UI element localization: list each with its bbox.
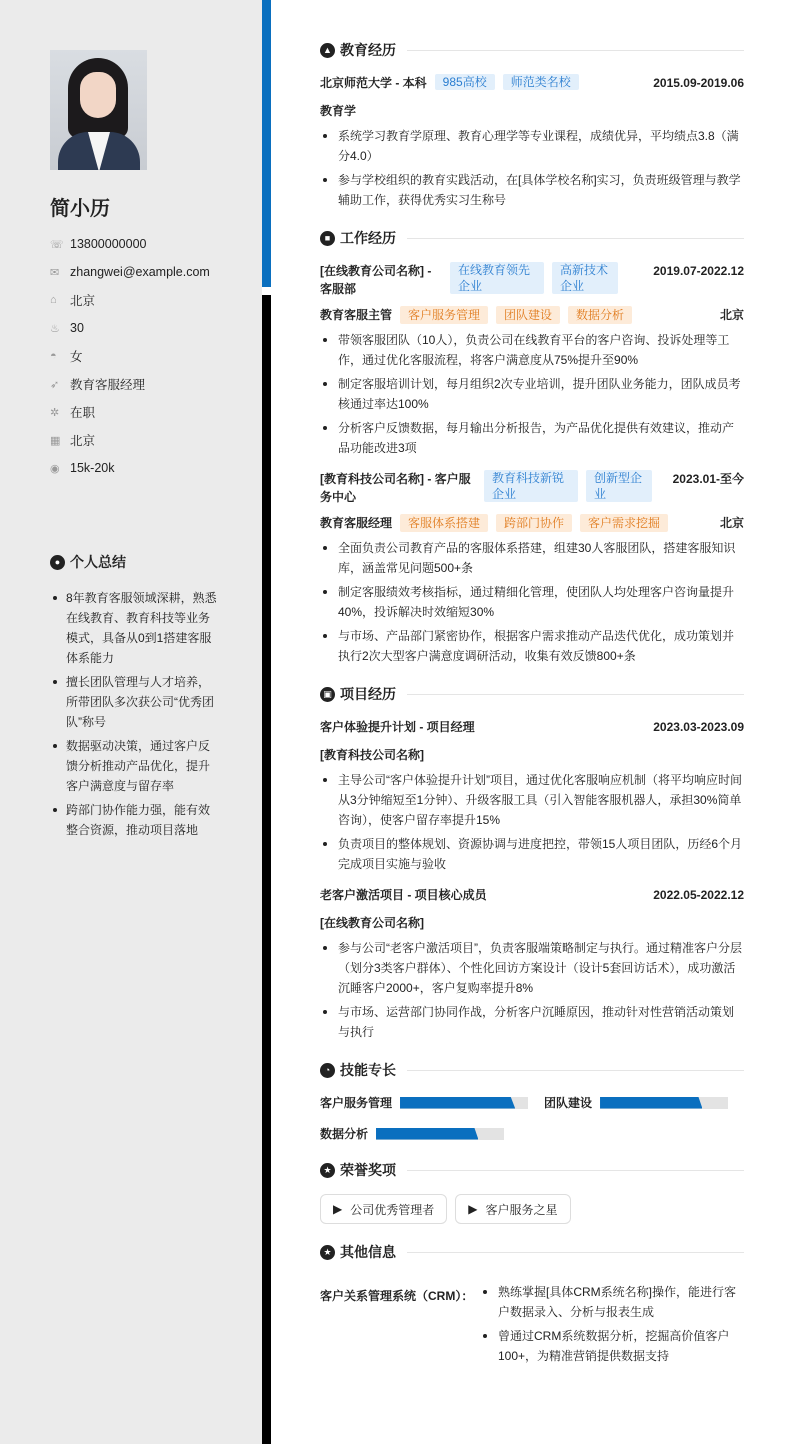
list-item: 跨部门协作能力强，能有效整合资源，推动项目落地 <box>50 800 220 840</box>
skill-fill <box>376 1128 478 1140</box>
list-item: 参与学校组织的教育实践活动，在[具体学校名称]实习，负责班级管理与教学辅助工作，获得优秀实习生称号 <box>320 170 744 210</box>
skill-tag: 跨部门协作 <box>496 514 572 532</box>
section-work: ■ 工作经历 <box>320 228 744 248</box>
list-item: 主导公司“客户体验提升计划”项目，通过优化客服响应机制（将平均响应时间从3分钟缩短至1分钟）、升级客服工具（引入智能客服机器人，承担30%简单咨询），使客户留存率提升15% <box>320 770 744 830</box>
gender-icon: ◓ <box>50 350 57 362</box>
list-item: 熟练掌握[具体CRM系统名称]操作，能进行客户数据录入、分析与报表生成 <box>480 1282 744 1322</box>
phone-icon: ☏ <box>50 238 64 251</box>
major: 教育学 <box>320 104 357 118</box>
info-status: ✲ 在职 <box>50 406 96 420</box>
list-item: 与市场、运营部门协同作战，分析客户沉睡原因，推动针对性营销活动策划与执行 <box>320 1002 744 1042</box>
list-item: 曾通过CRM系统数据分析，挖掘高价值客户100+，为精准营销提供数据支持 <box>480 1326 744 1366</box>
skill-item: 团队建设 <box>544 1094 728 1111</box>
info-phone: ☏ 13800000000 <box>50 237 147 251</box>
city: 北京 <box>719 516 744 530</box>
date: 2019.07-2022.12 <box>653 264 744 278</box>
list-item: 分析客户反馈数据，每月输出分析报告，为产品优化提供有效建议，推动产品功能改进3项 <box>320 418 744 458</box>
date: 2023.03-2023.09 <box>653 720 744 734</box>
skill-tag: 数据分析 <box>568 306 632 324</box>
skill-bar <box>400 1097 528 1109</box>
list-item: 8年教育客服领域深耕，熟悉在线教育、教育科技等业务模式，具备从0到1搭建客服体系能力 <box>50 588 220 668</box>
award-icon: ★ <box>320 1163 335 1178</box>
list-item: 制定客服绩效考核指标，通过精细化管理，使团队人均处理客户咨询量提升40%，投诉解决时效缩短30% <box>320 582 744 622</box>
company: [在线教育公司名称] - 客服部 <box>320 264 432 296</box>
grid-icon: ▣ <box>320 687 335 702</box>
mail-icon: ✉ <box>50 266 60 279</box>
list-item: 系统学习教育学原理、教育心理学等专业课程，成绩优异，平均绩点3.8（满分4.0） <box>320 126 744 166</box>
briefcase-icon: ■ <box>320 231 335 246</box>
triangle-icon: ▶ <box>468 1202 478 1216</box>
contact-info <box>50 230 210 482</box>
chart-icon: ◔ <box>320 1063 335 1078</box>
info-position: ➶ 教育客服经理 <box>50 378 146 392</box>
list-item: 全面负责公司教育产品的客服体系搭建，组建30人客服团队，搭建客服知识库，涵盖常见问题500+条 <box>320 538 744 578</box>
home-icon: ⌂ <box>50 294 57 306</box>
status-icon: ✲ <box>50 406 60 419</box>
user-icon: ● <box>50 555 65 570</box>
date: 2022.05-2022.12 <box>653 888 744 902</box>
skill-bar <box>376 1128 504 1140</box>
info-icon: ★ <box>320 1245 335 1260</box>
tag: 教育科技新锐企业 <box>484 470 578 502</box>
cake-icon: ♨ <box>50 322 60 335</box>
role: 教育客服主管 <box>320 308 393 322</box>
info-age: ♨ 30 <box>50 321 84 335</box>
skill-item: 客户服务管理 <box>320 1094 528 1111</box>
info-gender: ◓ 女 <box>50 350 83 364</box>
candidate-name: 简小历 <box>50 198 110 220</box>
divider-bar <box>262 295 271 1444</box>
building-icon: ▦ <box>50 434 61 447</box>
role: 教育客服经理 <box>320 516 393 530</box>
project-name: 客户体验提升计划 - 项目经理 <box>320 720 475 734</box>
tag: 985高校 <box>435 74 495 90</box>
info-location: ⌂ 北京 <box>50 294 96 308</box>
tag: 师范类名校 <box>503 74 579 90</box>
send-icon: ➶ <box>50 378 60 391</box>
project-org: [教育科技公司名称] <box>320 748 424 762</box>
skill-fill <box>600 1097 702 1109</box>
award-item: ▶ 客户服务之星 <box>455 1194 570 1224</box>
project-org: [在线教育公司名称] <box>320 916 424 930</box>
triangle-icon: ▶ <box>333 1202 343 1216</box>
skill-item: 数据分析 <box>320 1125 744 1142</box>
info-city: ▦ 北京 <box>50 434 96 448</box>
award-item: ▶ 公司优秀管理者 <box>320 1194 447 1224</box>
summary-heading: ● 个人总结 <box>50 552 126 572</box>
date: 2015.09-2019.06 <box>653 76 744 90</box>
section-awards: ★ 荣誉奖项 <box>320 1160 744 1180</box>
list-item: 与市场、产品部门紧密协作，根据客户需求推动产品迭代优化，成功策划并执行2次大型客户满意度调研活动，收集有效反馈800+条 <box>320 626 744 666</box>
section-skills: ◔ 技能专长 <box>320 1060 744 1080</box>
skill-tag: 团队建设 <box>496 306 560 324</box>
list-item: 参与公司“老客户激活项目”，负责客服端策略制定与执行。通过精准客户分层（划分3类客户群体）、个性化回访方案设计（设计5套回访话术），成功激活沉睡客户2000+，客户复购率提升8% <box>320 938 744 998</box>
summary-list <box>50 588 220 844</box>
graduation-cap-icon: ▲ <box>320 43 335 58</box>
section-other: ★ 其他信息 <box>320 1242 744 1262</box>
other-key: 客户关系管理系统（CRM）： <box>320 1289 474 1303</box>
project-name: 老客户激活项目 - 项目核心成员 <box>320 888 487 902</box>
tag: 创新型企业 <box>586 470 652 502</box>
section-education: ▲ 教育经历 <box>320 40 744 60</box>
skill-tag: 客服体系搭建 <box>400 514 488 532</box>
date: 2023.01-至今 <box>672 472 744 486</box>
skill-fill <box>400 1097 515 1109</box>
city: 北京 <box>719 308 744 322</box>
main-content <box>320 40 744 1370</box>
info-salary: ◉ 15k-20k <box>50 461 115 475</box>
company: [教育科技公司名称] - 客户服务中心 <box>320 472 471 504</box>
school: 北京师范大学 - 本科 <box>320 76 427 90</box>
list-item: 擅长团队管理与人才培养，所带团队多次获公司“优秀团队”称号 <box>50 672 220 732</box>
list-item: 负责项目的整体规划、资源协调与进度把控，带领15人项目团队，历经6个月完成项目实施与验收 <box>320 834 744 874</box>
tag: 高新技术企业 <box>552 262 618 294</box>
list-item: 数据驱动决策，通过客户反馈分析推动产品优化，提升客户满意度与留存率 <box>50 736 220 796</box>
avatar <box>50 50 147 170</box>
list-item: 制定客服培训计划，每月组织2次专业培训，提升团队业务能力，团队成员考核通过率达100% <box>320 374 744 414</box>
salary-icon: ◉ <box>50 462 60 475</box>
info-email: ✉ zhangwei@example.com <box>50 265 210 279</box>
skill-tag: 客户需求挖掘 <box>580 514 668 532</box>
accent-bar <box>262 0 271 287</box>
skill-bar <box>600 1097 728 1109</box>
tag: 在线教育领先企业 <box>450 262 544 294</box>
skill-tag: 客户服务管理 <box>400 306 488 324</box>
list-item: 带领客服团队（10人），负责公司在线教育平台的客户咨询、投诉处理等工作，通过优化客服流程，将客户满意度从75%提升至90% <box>320 330 744 370</box>
section-projects: ▣ 项目经历 <box>320 684 744 704</box>
